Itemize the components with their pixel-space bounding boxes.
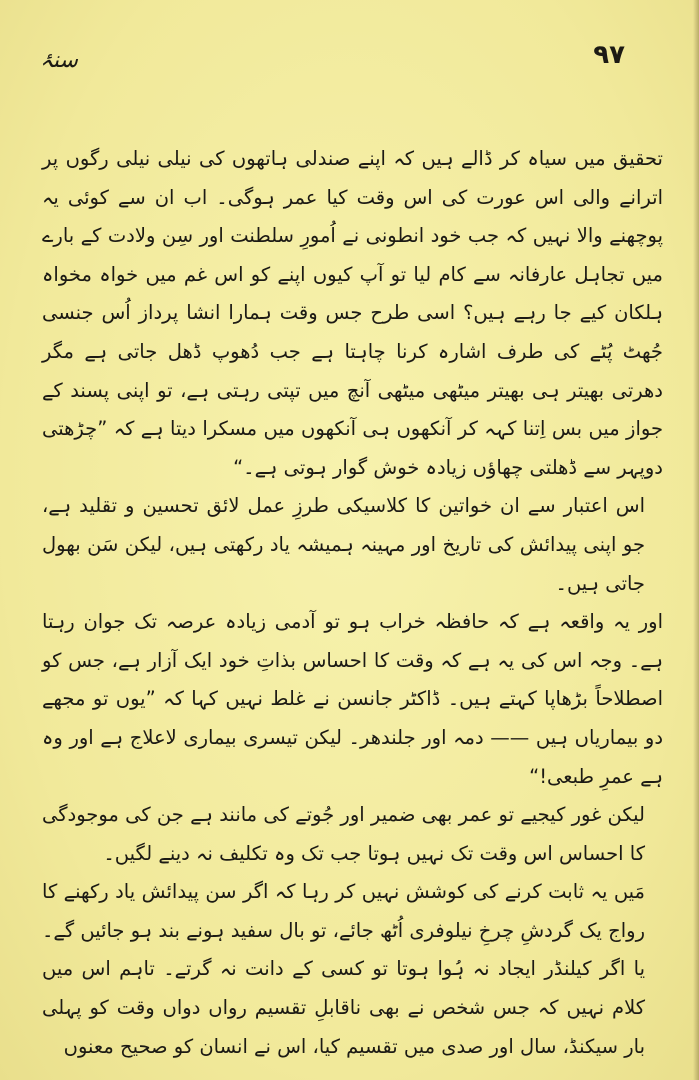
running-title: سنۂ <box>40 48 78 73</box>
page-header <box>40 38 663 78</box>
page-edge-shadow <box>693 0 699 1080</box>
paragraph-1: تحقیق میں سیاہ کر ڈالے ہیں کہ اپنے صندلی ہاتھوں کی نیلی نیلی رگوں پر اترانے والی اس عورت کی اس وقت کیا عمر ہوگی۔ اب ان سے کوئی یہ پوچھنے والا نہیں کہ جب خود انطونی نے اُمورِ سلطنت اور سِن ولادت کے بارے میں تجاہل عارفانہ سے کام لیا تو آپ کیوں اپنے کو اس غم میں خواہ مخواہ ہلکان کیے جا رہے ہیں؟ اسی طرح جس وقت ہمارا انشا پرداز اُس جنسی جُھٹ پُٹے کی طرف اشارہ کرنا چاہتا ہے جب دُھوپ ڈھل جاتی ہے مگر دھرتی بھیتر ہی بھیتر میٹھی میٹھی آنچ میں تپتی رہتی ہے، تو اپنی پسند کے جواز میں بس اِتنا کہہ کر آنکھوں ہی آنکھوں میں مسکرا دیتا ہے کہ ”چڑھتی دوپہر سے ڈھلتی چھاؤں زیادہ خوش گوار ہوتی ہے۔“ <box>42 147 663 479</box>
paragraph-4: لیکن غور کیجیے تو عمر بھی ضمیر اور جُوتے کی مانند ہے جن کی موجودگی کا احساس اس وقت تک نہیں ہوتا جب تک وہ تکلیف نہ دینے لگیں۔ <box>42 803 645 865</box>
body-text <box>42 140 663 1066</box>
paragraph-5: مَیں یہ ثابت کرنے کی کوشش نہیں کر رہا کہ اگر سن پیدائش یاد رکھنے کا رواج یک گردشِ چرخِ نیلوفری اُٹھ جائے، تو بال سفید ہونے بند ہو جائیں گے۔ یا اگر کیلنڈر ایجاد نہ ہُوا ہوتا تو کسی کے دانت نہ گرتے۔ تاہم اس میں کلام نہیں کہ جس شخص نے بھی ناقابلِ تقسیم رواں دواں وقت کو پہلی بار سیکنڈ، سال اور صدی میں تقسیم کیا، اس نے انسان کو صحیح معنوں <box>42 880 645 1058</box>
paragraph-3: اور یہ واقعہ ہے کہ حافظہ خراب ہو تو آدمی زیادہ عرصہ تک جوان رہتا ہے۔ وجہ اس کی یہ ہے کہ وقت کا احساس بذاتِ خود ایک آزار ہے، جس کو اصطلاحاً بڑھاپا کہتے ہیں۔ ڈاکٹر جانسن نے غلط نہیں کہا کہ ”یوں تو مجھے دو بیماریاں ہیں —— دمہ اور جلندھر۔ لیکن تیسری بیماری لاعلاج ہے اور وہ ہے عمرِ طبعی!“ <box>42 610 663 788</box>
paragraph-2: اس اعتبار سے ان خواتین کا کلاسیکی طرزِ عمل لائق تحسین و تقلید ہے، جو اپنی پیدائش کی تاریخ اور مہینہ ہمیشہ یاد رکھتی ہیں، لیکن سَن بھول جاتی ہیں۔ <box>42 494 645 595</box>
page-number: ۹۷ <box>593 40 625 70</box>
